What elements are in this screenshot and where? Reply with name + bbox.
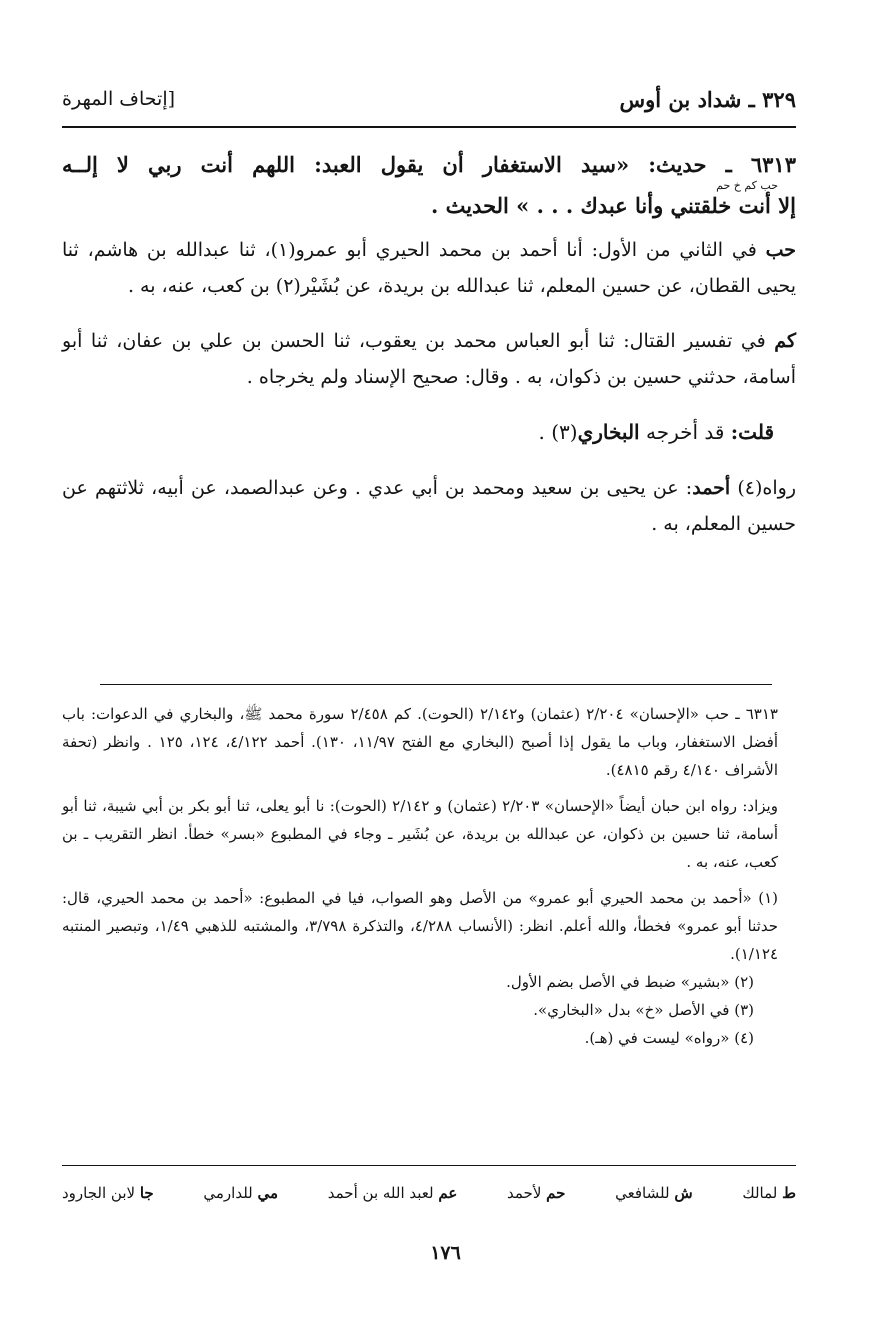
paragraph-hb xyxy=(62,232,796,304)
header-rule xyxy=(62,126,796,128)
qult-end: (٣) . xyxy=(538,420,578,444)
footnote-2: (٢) «بشير» ضبط في الأصل بضم الأول. xyxy=(506,973,754,991)
abbreviation-key xyxy=(62,1184,796,1202)
abbreviation-rule xyxy=(62,1165,796,1166)
footnote-rule xyxy=(100,684,772,685)
footnote-3: (٣) في الأصل «خ» بدل «البخاري». xyxy=(533,1001,754,1019)
footnotes xyxy=(62,700,796,1052)
book-title: [إتحاف المهرة xyxy=(62,88,176,110)
abbreviation-item: ط لمالك xyxy=(742,1184,796,1202)
chapter-title: ٣٢٩ ـ شداد بن أوس xyxy=(619,86,796,112)
source-label-hb: حب xyxy=(765,239,796,261)
abbreviation-item: مي للدارمي xyxy=(203,1184,279,1202)
hadith-heading: ٦٣١٣ ـ حديث: «سيد الاستغفار أن يقول العبد: اللهم أنت ربي لا إلــه xyxy=(62,152,796,177)
footnote-main: ٦٣١٣ ـ حب «الإحسان» ٢/٢٠٤ (عثمان) و٢/١٤٢ (الحوت). كم ٢/٤٥٨ سورة محمد ﷺ، والبخاري في الدعوات: باب أفضل الاستغفار، وباب ما يقول إذا أصبح (البخاري مع الفتح ١١/٩٧، ١٣٠). أحمد ٤/١٢٢، ١٢٤، ١٢٥ . وانظر (تحفة الأشراف ٤/١٤٠ رقم ٤٨١٥). xyxy=(62,705,778,779)
hadith-sigla: حب كم خ حم xyxy=(716,179,778,192)
rawah-rest: : عن يحيى بن سعيد ومحمد بن أبي عدي . وعن عبدالصمد، عن أبيه، ثلاثتهم عن حسين المعلم، به . xyxy=(62,477,796,535)
abbreviation-item: حم لأحمد xyxy=(507,1184,566,1202)
footnote-ziyad: ويزاد: رواه ابن حبان أيضاً «الإحسان» ٢/٢٠٣ (عثمان) و ٢/١٤٢ (الحوت): نا أبو يعلى، ثنا أبو بكر بن أبي شيبة، ثنا أبو أسامة، ثنا حسين بن ذكوان، عن عبدالله بن بريدة، عن بُشَير ـ وجاء في المطبوع «بسر» خطأ. انظر التقريب ـ بن كعب، عنه، به . xyxy=(62,797,778,871)
rawah-text: رواه(٤) xyxy=(730,477,796,499)
source-label-km: كم xyxy=(774,330,796,352)
hadith-heading-continued: إلا أنت خلقتني وأنا عبدك . . . » الحديث . xyxy=(430,193,796,218)
footnote-4: (٤) «رواه» ليست في (هـ). xyxy=(584,1029,754,1047)
qult-text: قد أخرجه xyxy=(639,420,731,444)
paragraph-hb-text: في الثاني من الأول: أنا أحمد بن محمد الحيري أبو عمرو(١)، ثنا عبدالله بن هاشم، ثنا يحيى القطان، عن حسين المعلم، ثنا عبدالله بن بريدة، عن بُشَيْر(٢) بن كعب، عنه، به . xyxy=(62,239,796,297)
rawah-label-ahmad: أحمد xyxy=(692,477,731,499)
page-number: ١٧٦ xyxy=(430,1242,461,1264)
paragraph-rawah xyxy=(62,470,796,542)
footnote-1: (١) «أحمد بن محمد الحيري أبو عمرو» من الأصل وهو الصواب، فيا في المطبوع: «أحمد بن محمد الحيري، قال: حدثنا أبو عمرو» فخطأ، والله أعلم. انظر: (الأنساب ٤/٢٨٨، والتذكرة ٣/٧٩٨، والمشتبه للذهبي ١/٤٩، وتبصير المنتبه ١/١٢٤). xyxy=(62,889,778,963)
paragraph-km-text: في تفسير القتال: ثنا أبو العباس محمد بن يعقوب، ثنا الحسن بن علي بن عفان، ثنا أبو أسامة، حدثني حسين بن ذكوان، به . وقال: صحيح الإسناد ولم يخرجاه . xyxy=(62,330,796,388)
qult-bukhari: البخاري xyxy=(577,420,640,444)
abbreviation-item: جا لابن الجارود xyxy=(62,1184,154,1202)
qult-label: قلت: xyxy=(730,420,774,444)
abbreviation-item: عم لعبد الله بن أحمد xyxy=(327,1184,458,1202)
paragraph-km xyxy=(62,323,796,395)
paragraph-qult xyxy=(62,414,796,450)
main-text xyxy=(62,150,796,561)
abbreviation-item: ش للشافعي xyxy=(615,1184,693,1202)
running-header xyxy=(62,82,796,116)
